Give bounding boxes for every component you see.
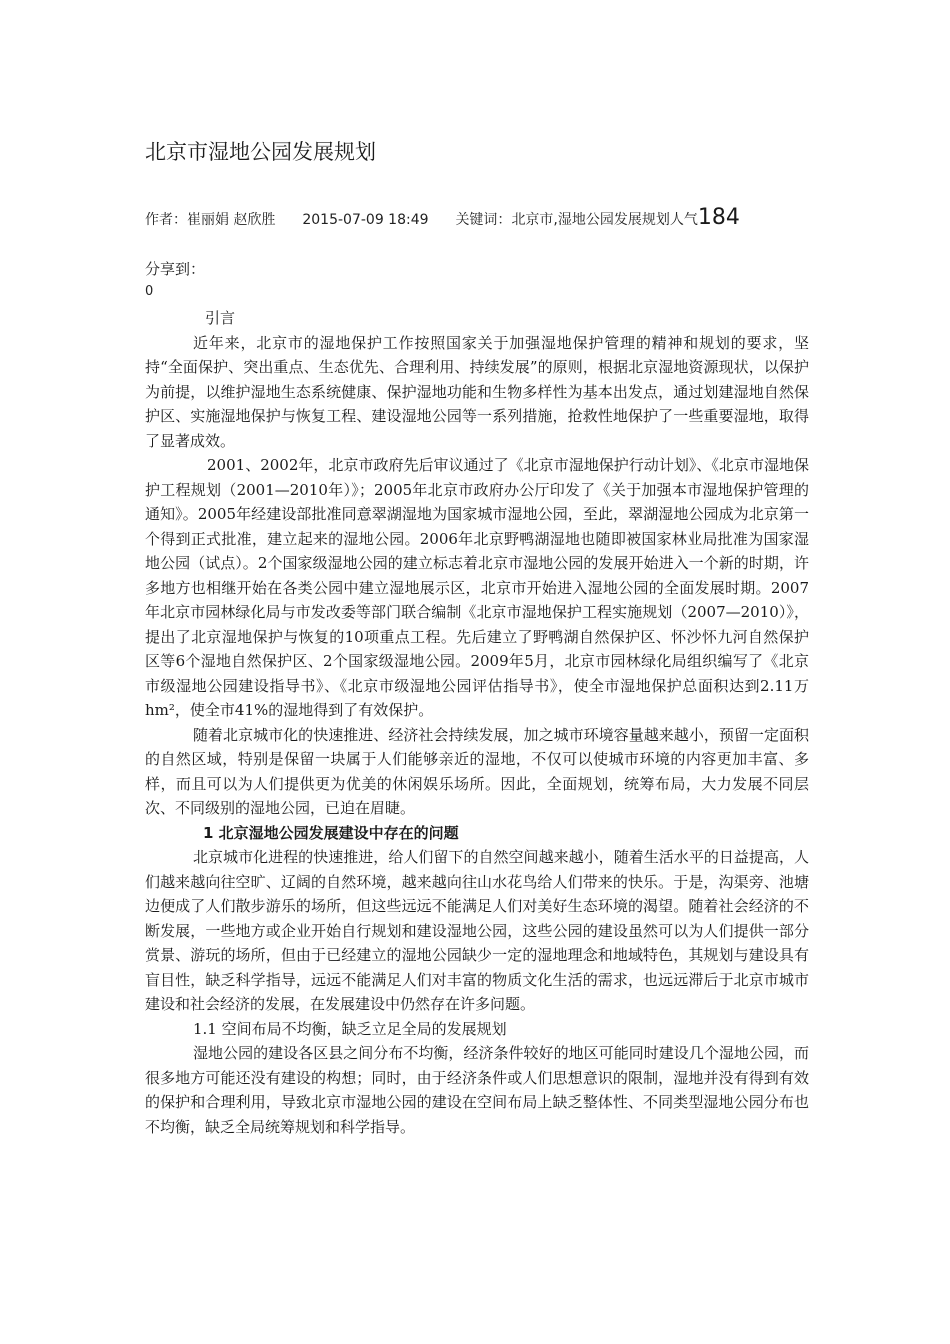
paragraph-intro-3: 随着北京城市化的快速推进、经济社会持续发展，加之城市环境容量越来越小，预留一定面积的自然区域，特别是保留一块属于人们能够亲近的湿地，不仅可以使城市环境的内容更加丰富、多样，而且可以为人们提供更为优美的休闲娱乐场所。因此，全面规划，统筹布局，大力发展不同层次、不同级别的湿地公园，已迫在眉睫。 [145,725,809,817]
section-1-1-heading: 1.1 空间布局不均衡，缺乏立足全局的发展规划 [193,1019,507,1038]
paragraph-intro-1: 近年来，北京市的湿地保护工作按照国家关于加强湿地保护管理的精神和规划的要求，坚持“全面保护、突出重点、生态优先、合理利用、持续发展”的原则，根据北京湿地资源现状，以保护为前提，以维护湿地生态系统健康、保护湿地功能和生物多样性为基本出发点，通过划建湿地自然保护区、实施湿地保护与恢复工程、建设湿地公园等一系列措施，抢救性地保护了一些重要湿地，取得了显著成效。 [145,333,809,450]
popularity-count: 184 [697,205,740,230]
share-label[interactable]: 分享到： [145,260,206,278]
popularity-label: 人气 [669,212,698,228]
author-names[interactable]: 崔丽娟 赵欣胜 [187,212,276,228]
article-meta [145,205,740,230]
intro-heading: 引言 [205,309,236,327]
article-body [145,306,809,1139]
paragraph-section-1-1: 湿地公园的建设各区县之间分布不均衡，经济条件较好的地区可能同时建设几个湿地公园，而很多地方可能还没有建设的构想；同时，由于经济条件或人们思想意识的限制，湿地并没有得到有效的保护和合理利用，导致北京市湿地公园的建设在空间布局上缺乏整体性、不同类型湿地公园分布也不均衡，缺乏全局统筹规划和科学指导。 [145,1044,809,1136]
keywords-value[interactable]: 北京市,湿地公园发展规划 [511,212,670,228]
publish-date: 2015-07-09 18:49 [302,212,429,228]
keywords-label: 关键词： [455,212,512,228]
article-title: 北京市湿地公园发展规划 [145,140,376,164]
paragraph-section-1: 北京城市化进程的快速推进，给人们留下的自然空间越来越小，随着生活水平的日益提高，人们越来越向往空旷、辽阔的自然环境，越来越向往山水花鸟给人们带来的快乐。于是，沟渠旁、池塘边便成了人们散步游乐的场所，但这些远远不能满足人们对美好生态环境的渴望。随着社会经济的不断发展，一些地方或企业开始自行规划和建设湿地公园，这些公园的建设虽然可以为人们提供一部分赏景、游玩的场所，但由于已经建立的湿地公园缺少一定的湿地理念和地域特色，其规划与建设具有盲目性，缺乏科学指导，远远不能满足人们对丰富的物质文化生活的需求，也远远滞后于北京市城市建设和社会经济的发展，在发展建设中仍然存在许多问题。 [145,848,809,1013]
share-count: 0 [145,284,154,299]
section-1-heading: 1 北京湿地公园发展建设中存在的问题 [203,823,459,842]
author-label: 作者： [145,212,187,228]
paragraph-intro-2: 2001、2002年，北京市政府先后审议通过了《北京市湿地保护行动计划》、《北京市湿地保护工程规划（2001—2010年）》；2005年北京市政府办公厅印发了《关于加强本市湿地保护管理的通知》。2005年经建设部批准同意翠湖湿地为国家城市湿地公园，至此，翠湖湿地公园成为北京第一个得到正式批准，建立起来的湿地公园。2006年北京野鸭湖湿地也随即被国家林业局批准为国家湿地公园（试点）。2个国家级湿地公园的建立标志着北京市湿地公园的发展开始进入一个新的时期，许多地方也相继开始在各类公园中建立湿地展示区，北京市开始进入湿地公园的全面发展时期。2007年北京市园林绿化局与市发改委等部门联合编制《北京市湿地保护工程实施规划（2007—2010）》，提出了北京湿地保护与恢复的10项重点工程。先后建立了野鸭湖自然保护区、怀沙怀九河自然保护区等6个湿地自然保护区、2个国家级湿地公园。2009年5月，北京市园林绿化局组织编写了《北京市级湿地公园建设指导书》、《北京市级湿地公园评估指导书》，使全市湿地保护总面积达到2.11万hm²，使全市41%的湿地得到了有效保护。 [145,456,809,719]
